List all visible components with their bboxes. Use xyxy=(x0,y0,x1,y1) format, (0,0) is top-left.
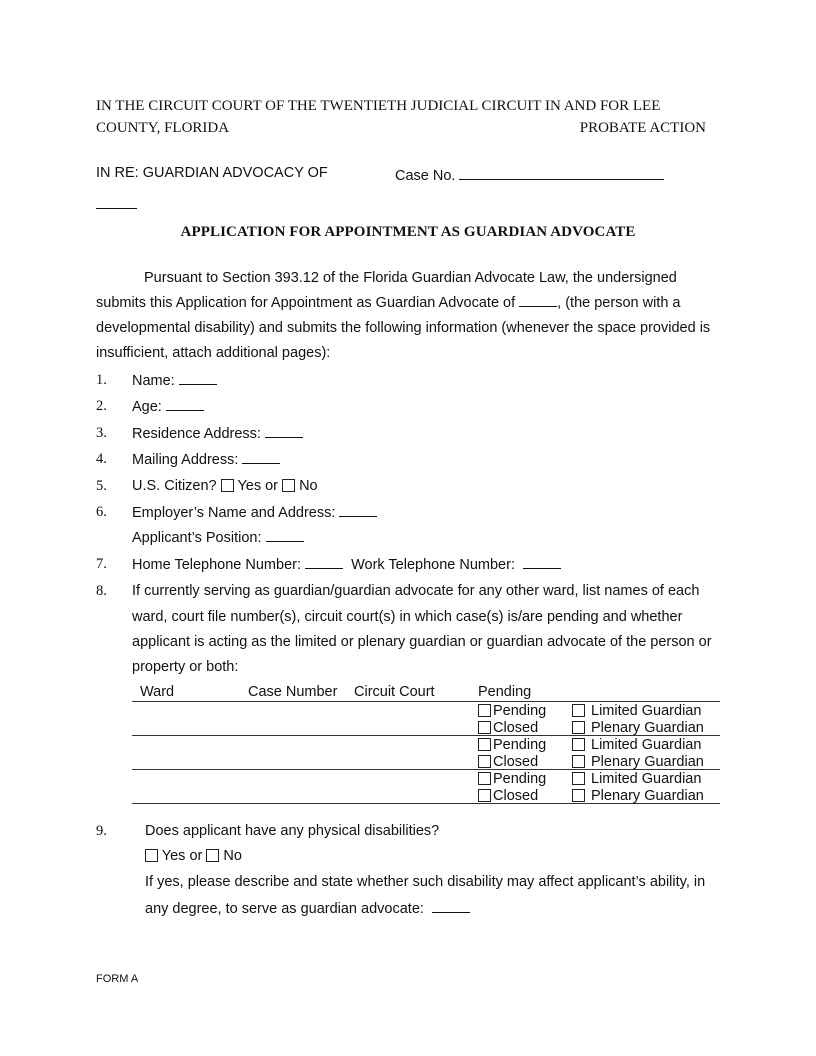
work-phone-blank[interactable] xyxy=(523,556,561,569)
closed-checkbox[interactable] xyxy=(478,755,491,768)
plenary-guardian-option[interactable] xyxy=(572,788,704,804)
mailing-address-blank[interactable] xyxy=(242,451,280,464)
in-re-label: IN RE: GUARDIAN ADVOCACY OF xyxy=(96,165,328,181)
case-number-field[interactable] xyxy=(395,165,664,184)
closed-option[interactable] xyxy=(478,720,538,736)
pending-option[interactable] xyxy=(478,703,546,719)
item-number-2: 2. xyxy=(96,398,107,414)
disability-describe-blank[interactable] xyxy=(432,900,470,913)
citizen-yes-or-label: Yes or xyxy=(237,478,279,494)
pending-option[interactable] xyxy=(478,771,546,787)
home-phone-label: Home Telephone Number: xyxy=(132,557,301,573)
name-label: Name: xyxy=(132,373,175,389)
ward-table-header xyxy=(132,684,720,702)
item-number-5: 5. xyxy=(96,478,107,494)
plenary-guardian-option[interactable] xyxy=(572,720,704,736)
form-label: FORM A xyxy=(96,973,139,985)
citizen-label: U.S. Citizen? xyxy=(132,478,217,494)
closed-option[interactable] xyxy=(478,754,538,770)
item-number-9: 9. xyxy=(96,823,107,839)
employer-blank[interactable] xyxy=(339,504,377,517)
age-blank[interactable] xyxy=(166,398,204,411)
pending-checkbox[interactable] xyxy=(478,772,491,785)
item-number-8: 8. xyxy=(96,583,107,599)
pending-option[interactable] xyxy=(478,737,546,753)
employer-field[interactable] xyxy=(132,504,377,521)
intro-paragraph xyxy=(96,266,721,366)
document-title: APPLICATION FOR APPOINTMENT AS GUARDIAN ADVOCATE xyxy=(180,224,636,240)
item8-line-4: property or both: xyxy=(132,659,239,675)
telephone-fields xyxy=(132,556,561,573)
probate-action-label: PROBATE ACTION xyxy=(579,120,706,136)
limited-guardian-label: Limited Guardian xyxy=(591,771,702,787)
col-circuit-court: Circuit Court xyxy=(354,684,435,700)
home-phone-blank[interactable] xyxy=(305,556,343,569)
court-line-2 xyxy=(96,117,706,139)
position-blank[interactable] xyxy=(266,529,304,542)
limited-guardian-checkbox[interactable] xyxy=(572,772,585,785)
disability-describe-field[interactable] xyxy=(145,900,470,917)
position-label: Applicant’s Position: xyxy=(132,530,262,546)
closed-checkbox[interactable] xyxy=(478,721,491,734)
plenary-guardian-checkbox[interactable] xyxy=(572,789,585,802)
limited-guardian-option[interactable] xyxy=(572,771,701,787)
item-number-3: 3. xyxy=(96,425,107,441)
ward-name-blank[interactable] xyxy=(96,198,137,209)
plenary-guardian-label: Plenary Guardian xyxy=(591,754,704,770)
age-label: Age: xyxy=(132,399,162,415)
closed-checkbox[interactable] xyxy=(478,789,491,802)
employer-label: Employer’s Name and Address: xyxy=(132,505,336,521)
pending-checkbox[interactable] xyxy=(478,738,491,751)
ward-blank[interactable] xyxy=(519,294,557,307)
plenary-guardian-checkbox[interactable] xyxy=(572,721,585,734)
closed-option[interactable] xyxy=(478,788,538,804)
disability-yes-or-label: Yes or xyxy=(161,848,203,864)
item8-line-1: If currently serving as guardian/guardian advocate for any other ward, list names of each xyxy=(132,583,700,599)
item-number-1: 1. xyxy=(96,372,107,388)
table-row xyxy=(132,770,720,804)
court-header xyxy=(96,95,706,139)
name-blank[interactable] xyxy=(179,372,217,385)
limited-guardian-label: Limited Guardian xyxy=(591,703,702,719)
disability-describe-line-2: any degree, to serve as guardian advocate: xyxy=(145,901,424,917)
age-field[interactable] xyxy=(132,398,204,415)
mailing-address-label: Mailing Address: xyxy=(132,452,239,468)
limited-guardian-label: Limited Guardian xyxy=(591,737,702,753)
pending-label: Pending xyxy=(493,737,547,753)
case-number-blank[interactable] xyxy=(459,165,664,180)
ward-table xyxy=(132,684,720,804)
table-row xyxy=(132,736,720,770)
disability-choice xyxy=(145,848,242,864)
intro-text-2: , (the person with a developmental disability) and submits the following information (whenever the space provided is insufficient, attach additional pages): xyxy=(96,295,711,361)
limited-guardian-option[interactable] xyxy=(572,737,701,753)
item8-line-3: applicant is acting as the limited or plenary guardian or guardian advocate of the person or xyxy=(132,634,712,650)
work-phone-label: Work Telephone Number: xyxy=(351,557,515,573)
name-field[interactable] xyxy=(132,372,217,389)
col-case-number: Case Number xyxy=(248,684,338,700)
limited-guardian-option[interactable] xyxy=(572,703,701,719)
county-label: COUNTY, FLORIDA xyxy=(96,120,230,136)
plenary-guardian-label: Plenary Guardian xyxy=(591,720,704,736)
closed-label: Closed xyxy=(493,788,539,804)
limited-guardian-checkbox[interactable] xyxy=(572,704,585,717)
plenary-guardian-checkbox[interactable] xyxy=(572,755,585,768)
citizen-no-checkbox[interactable] xyxy=(282,479,295,492)
disability-no-label: No xyxy=(223,848,242,864)
residence-address-field[interactable] xyxy=(132,425,303,442)
case-number-label: Case No. xyxy=(395,168,456,184)
plenary-guardian-label: Plenary Guardian xyxy=(591,788,704,804)
disability-describe-line-1: If yes, please describe and state whether such disability may affect applicant’s ability, in xyxy=(145,874,706,890)
limited-guardian-checkbox[interactable] xyxy=(572,738,585,751)
closed-label: Closed xyxy=(493,754,539,770)
residence-address-label: Residence Address: xyxy=(132,426,261,442)
citizen-yes-checkbox[interactable] xyxy=(221,479,234,492)
physical-disability-question: Does applicant have any physical disabilities? xyxy=(145,823,440,839)
col-pending: Pending xyxy=(478,684,532,700)
pending-checkbox[interactable] xyxy=(478,704,491,717)
citizenship-field xyxy=(132,478,318,494)
intro-text-1: Pursuant to Section 393.12 of the Florida Guardian Advocate Law, the undersigned submits this Application for Appointment as Guardian Advocate of xyxy=(96,270,677,311)
court-line-1: IN THE CIRCUIT COURT OF THE TWENTIETH JUDICIAL CIRCUIT IN AND FOR LEE xyxy=(96,98,661,114)
col-ward: Ward xyxy=(140,684,175,700)
pending-label: Pending xyxy=(493,703,547,719)
position-field[interactable] xyxy=(132,529,304,546)
item-number-7: 7. xyxy=(96,556,107,572)
mailing-address-field[interactable] xyxy=(132,451,280,468)
disability-no-checkbox[interactable] xyxy=(206,849,219,862)
disability-yes-checkbox[interactable] xyxy=(145,849,158,862)
table-row xyxy=(132,702,720,736)
closed-label: Closed xyxy=(493,720,539,736)
residence-address-blank[interactable] xyxy=(265,425,303,438)
plenary-guardian-option[interactable] xyxy=(572,754,704,770)
item8-line-2: ward, court file number(s), circuit court(s) in which case(s) is/are pending and whether xyxy=(132,609,683,625)
item-number-4: 4. xyxy=(96,451,107,467)
pending-label: Pending xyxy=(493,771,547,787)
citizen-no-label: No xyxy=(299,478,318,494)
item-number-6: 6. xyxy=(96,504,107,520)
